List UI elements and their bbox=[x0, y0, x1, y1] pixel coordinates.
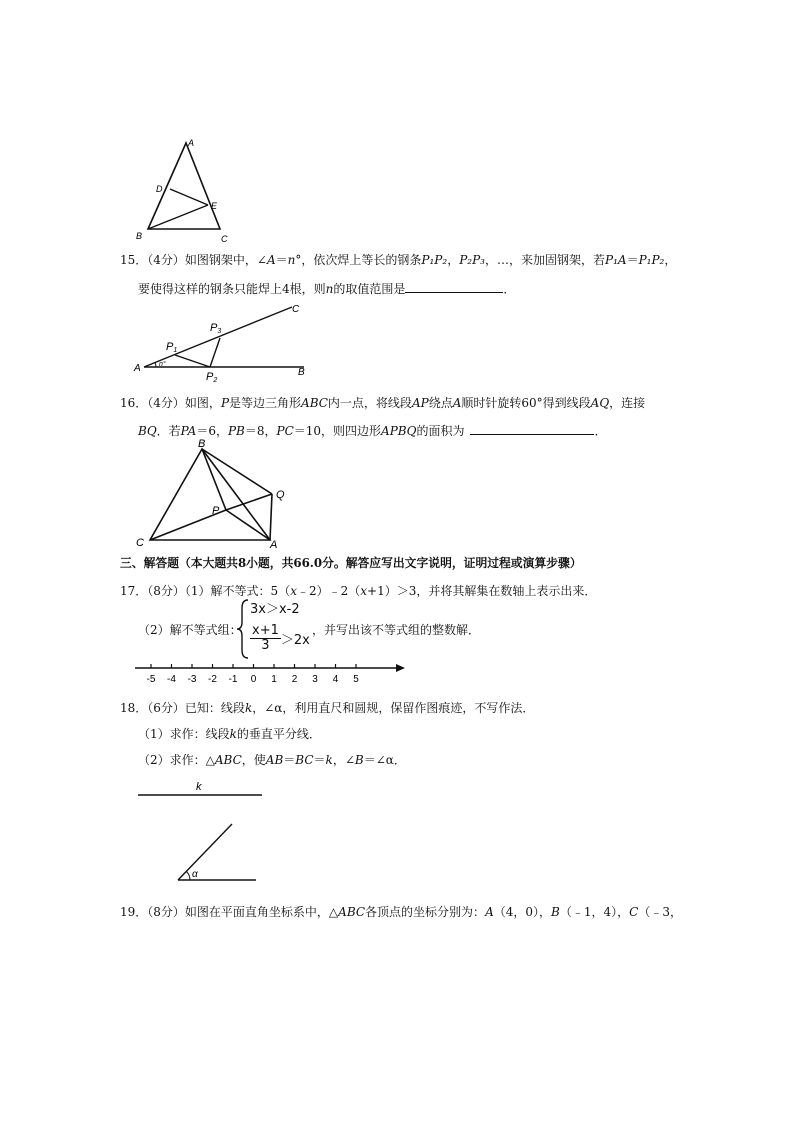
number-line-tick-label: -1 bbox=[228, 674, 238, 685]
number-line-tick-label: 0 bbox=[250, 674, 257, 685]
angle-ray-oblique bbox=[178, 824, 232, 880]
q16-var: APBQ bbox=[381, 424, 417, 438]
segment-p1p2 bbox=[175, 355, 210, 367]
segment-pb bbox=[202, 449, 226, 510]
q15-text: ， bbox=[447, 253, 460, 267]
segment-pa bbox=[226, 510, 270, 540]
q17-number: 17． bbox=[120, 584, 148, 598]
label-p2 bbox=[206, 371, 217, 384]
q18-text: ，使 bbox=[241, 753, 266, 767]
number-line-tick-label: 3 bbox=[312, 674, 318, 685]
q19-var: C bbox=[629, 905, 639, 919]
number-line-tick-label: -3 bbox=[187, 674, 197, 685]
q18-text: 已知：线段 bbox=[184, 701, 245, 715]
label-p: P bbox=[212, 505, 220, 517]
q19-text: （﹣1，4）， bbox=[559, 905, 630, 919]
answer-blank-q16[interactable] bbox=[470, 422, 594, 435]
number-line-arrow bbox=[396, 664, 405, 672]
q15-text: 要使得这样的钢条只能焊上4根，则 bbox=[138, 282, 326, 296]
inequality-2-rest: ＞2x bbox=[280, 633, 310, 648]
number-line-tick-label: 2 bbox=[291, 674, 298, 685]
question-18-sub-2 bbox=[138, 752, 406, 768]
steel-frame-figure-q15 bbox=[132, 300, 322, 386]
question-19-line-1 bbox=[120, 904, 682, 920]
label-angle-n: n° bbox=[159, 361, 166, 368]
q15-text: 的取值范围是 bbox=[333, 282, 406, 296]
question-15-line-1 bbox=[120, 252, 676, 268]
q18-var: BC bbox=[295, 753, 314, 767]
q16-text: 绕点 bbox=[428, 396, 453, 410]
q17-var: x bbox=[360, 584, 368, 598]
q19-text: （﹣3， bbox=[638, 905, 682, 919]
q15-var: n bbox=[287, 253, 296, 267]
segment-k-figure bbox=[136, 778, 266, 800]
q18-score: （6分） bbox=[147, 701, 185, 715]
number-line-tick-label: -2 bbox=[208, 674, 217, 685]
label-c: C bbox=[292, 304, 300, 315]
q19-text: 各顶点的坐标分别为： bbox=[365, 905, 486, 919]
label-sub: 2 bbox=[213, 377, 218, 384]
question-17-line-1 bbox=[120, 583, 596, 599]
angle-alpha-figure bbox=[170, 818, 270, 888]
q18-number: 18． bbox=[120, 701, 148, 715]
fraction bbox=[250, 624, 281, 653]
q16-score: （4分） bbox=[147, 396, 185, 410]
q15-score: （4分） bbox=[147, 253, 185, 267]
number-line-tick-label: -4 bbox=[167, 674, 176, 685]
q15-text: ＝ bbox=[626, 253, 639, 267]
label-b: B bbox=[136, 231, 143, 241]
fraction-denominator: 3 bbox=[261, 638, 270, 653]
q18-var: k bbox=[244, 701, 253, 715]
section-3-title: 三、解答题（本大题共8小题，共66.0分。解答应写出文字说明，证明过程或演算步骤） bbox=[120, 556, 582, 570]
q16-text: ．若 bbox=[156, 424, 181, 438]
q16-text: 如图， bbox=[184, 396, 221, 410]
equilateral-triangle-figure-q16 bbox=[130, 438, 296, 550]
label-a: A bbox=[270, 539, 278, 550]
system-brace bbox=[236, 598, 250, 660]
segment-de bbox=[170, 189, 208, 205]
ray-ac bbox=[144, 307, 292, 367]
number-line-tick-label: 5 bbox=[353, 674, 359, 685]
q19-number: 19． bbox=[120, 905, 148, 919]
q17-score: （8分） bbox=[147, 584, 185, 598]
angle-arc-alpha bbox=[186, 871, 190, 880]
q16-text: 内一点，将线段 bbox=[327, 396, 412, 410]
number-line-group bbox=[135, 664, 405, 685]
q16-text: 的面积为 bbox=[416, 424, 465, 438]
label-c: C bbox=[221, 234, 228, 244]
label-k: k bbox=[196, 781, 202, 793]
q19-text: （4，0）， bbox=[493, 905, 552, 919]
question-15-line-2 bbox=[138, 280, 515, 297]
q18-var: AB bbox=[265, 753, 284, 767]
q16-var: ABC bbox=[301, 396, 328, 410]
number-line-tick-label: 1 bbox=[271, 674, 277, 685]
q16-var: PB bbox=[227, 424, 245, 438]
label-q: Q bbox=[276, 489, 285, 501]
label-p3 bbox=[210, 322, 221, 335]
q15-var: P₁P₂ bbox=[638, 253, 665, 267]
inequality-2 bbox=[250, 624, 310, 653]
number-line-tick-label: 4 bbox=[332, 674, 339, 685]
triangle-abc bbox=[150, 449, 270, 540]
q18-text: ＝ bbox=[283, 753, 296, 767]
question-16-line-2 bbox=[138, 422, 606, 439]
q17-part2-tail: ，并写出该不等式组的整数解． bbox=[312, 623, 481, 637]
inequality-1: 3x＞x-2 bbox=[250, 602, 300, 617]
triangle-figure-q14 bbox=[128, 133, 238, 245]
q15-text: 如图钢架中，∠ bbox=[184, 253, 267, 267]
label-p: P bbox=[210, 322, 218, 334]
q17-text: ﹣2）﹣2（ bbox=[296, 584, 361, 598]
q16-text: ＝6， bbox=[196, 424, 228, 438]
label-p: P bbox=[206, 371, 214, 383]
q15-text: °，依次焊上等长的钢条 bbox=[295, 253, 422, 267]
q16-var: P bbox=[220, 396, 230, 410]
q16-var: A bbox=[452, 396, 462, 410]
label-alpha: α bbox=[192, 869, 198, 880]
q18-text: 的垂直平分线． bbox=[236, 727, 321, 741]
label-c: C bbox=[136, 537, 144, 549]
q16-var: AP bbox=[411, 396, 429, 410]
q16-text: ＝8， bbox=[244, 424, 277, 438]
segment-p2p3 bbox=[210, 338, 220, 367]
label-p1 bbox=[166, 341, 177, 354]
q18-var: k bbox=[325, 753, 333, 767]
label-d: D bbox=[156, 184, 163, 194]
label-e: E bbox=[211, 201, 218, 211]
q18-text: ，∠ bbox=[332, 753, 355, 767]
q16-text: 是等边三角形 bbox=[229, 396, 302, 410]
q18-var: B bbox=[354, 753, 364, 767]
q18-var: ABC bbox=[214, 753, 242, 767]
question-16-line-1 bbox=[120, 395, 645, 411]
q15-number: 15． bbox=[120, 253, 148, 267]
segment-bq bbox=[202, 449, 272, 494]
q15-text: ，…，来加固钢架，若 bbox=[485, 253, 606, 267]
q19-var: A bbox=[485, 905, 494, 919]
label-sub: 3 bbox=[217, 328, 222, 335]
number-line-tick-label: -5 bbox=[146, 674, 156, 685]
q16-text: ，连接 bbox=[609, 396, 646, 410]
q15-var: P₁A bbox=[605, 253, 627, 267]
q18-text: ＝∠α． bbox=[363, 753, 406, 767]
q19-score: （8分） bbox=[147, 905, 185, 919]
number-line bbox=[135, 660, 407, 688]
q16-var: BQ bbox=[138, 424, 157, 438]
label-sub: 1 bbox=[173, 347, 178, 354]
question-18-line-1 bbox=[120, 700, 534, 716]
q16-text: ＝10，则四边形 bbox=[293, 424, 382, 438]
answer-blank-q15[interactable] bbox=[405, 280, 503, 293]
segment-aq bbox=[270, 494, 272, 540]
label-a: A bbox=[188, 138, 195, 148]
q16-var: PA bbox=[180, 424, 197, 438]
label-b: B bbox=[198, 438, 206, 450]
label-a: A bbox=[134, 363, 141, 374]
q18-text: （1）求作：线段 bbox=[138, 727, 230, 741]
label-b: B bbox=[298, 367, 305, 378]
q15-var: n bbox=[325, 282, 334, 296]
q18-text: ＝ bbox=[313, 753, 326, 767]
segment-pq bbox=[226, 494, 272, 510]
q16-text: 顺时针旋转60°得到线段 bbox=[461, 396, 591, 410]
q19-var: ABC bbox=[338, 905, 366, 919]
question-18-sub-1 bbox=[138, 726, 321, 742]
fraction-numerator: x+1 bbox=[252, 623, 279, 638]
q19-var: B bbox=[551, 905, 560, 919]
q18-text: （2）求作：△ bbox=[138, 753, 215, 767]
q15-var: P₂P₃ bbox=[459, 253, 485, 267]
q17-var: x bbox=[290, 584, 297, 598]
q18-text: ，∠α，利用直尺和圆规，保留作图痕迹，不写作法． bbox=[252, 701, 535, 715]
q15-text: ， bbox=[664, 253, 677, 267]
q17-part2-label: （2）解不等式组： bbox=[138, 623, 242, 637]
q15-text: ． bbox=[503, 282, 516, 296]
q16-var: AQ bbox=[590, 396, 610, 410]
q15-var: P₁P₂ bbox=[421, 253, 448, 267]
q18-var: k bbox=[229, 727, 237, 741]
q19-text: 如图在平面直角坐标系中，△ bbox=[184, 905, 339, 919]
label-p: P bbox=[166, 341, 174, 353]
q16-var: PC bbox=[276, 424, 294, 438]
q15-text: ＝ bbox=[275, 253, 288, 267]
q17-text: +1）＞3，并将其解集在数轴上表示出来． bbox=[367, 584, 597, 598]
q17-text: （1）解不等式：5（ bbox=[184, 584, 291, 598]
q16-text: ． bbox=[594, 424, 607, 438]
q16-number: 16． bbox=[120, 396, 148, 410]
q15-var: A bbox=[266, 253, 276, 267]
